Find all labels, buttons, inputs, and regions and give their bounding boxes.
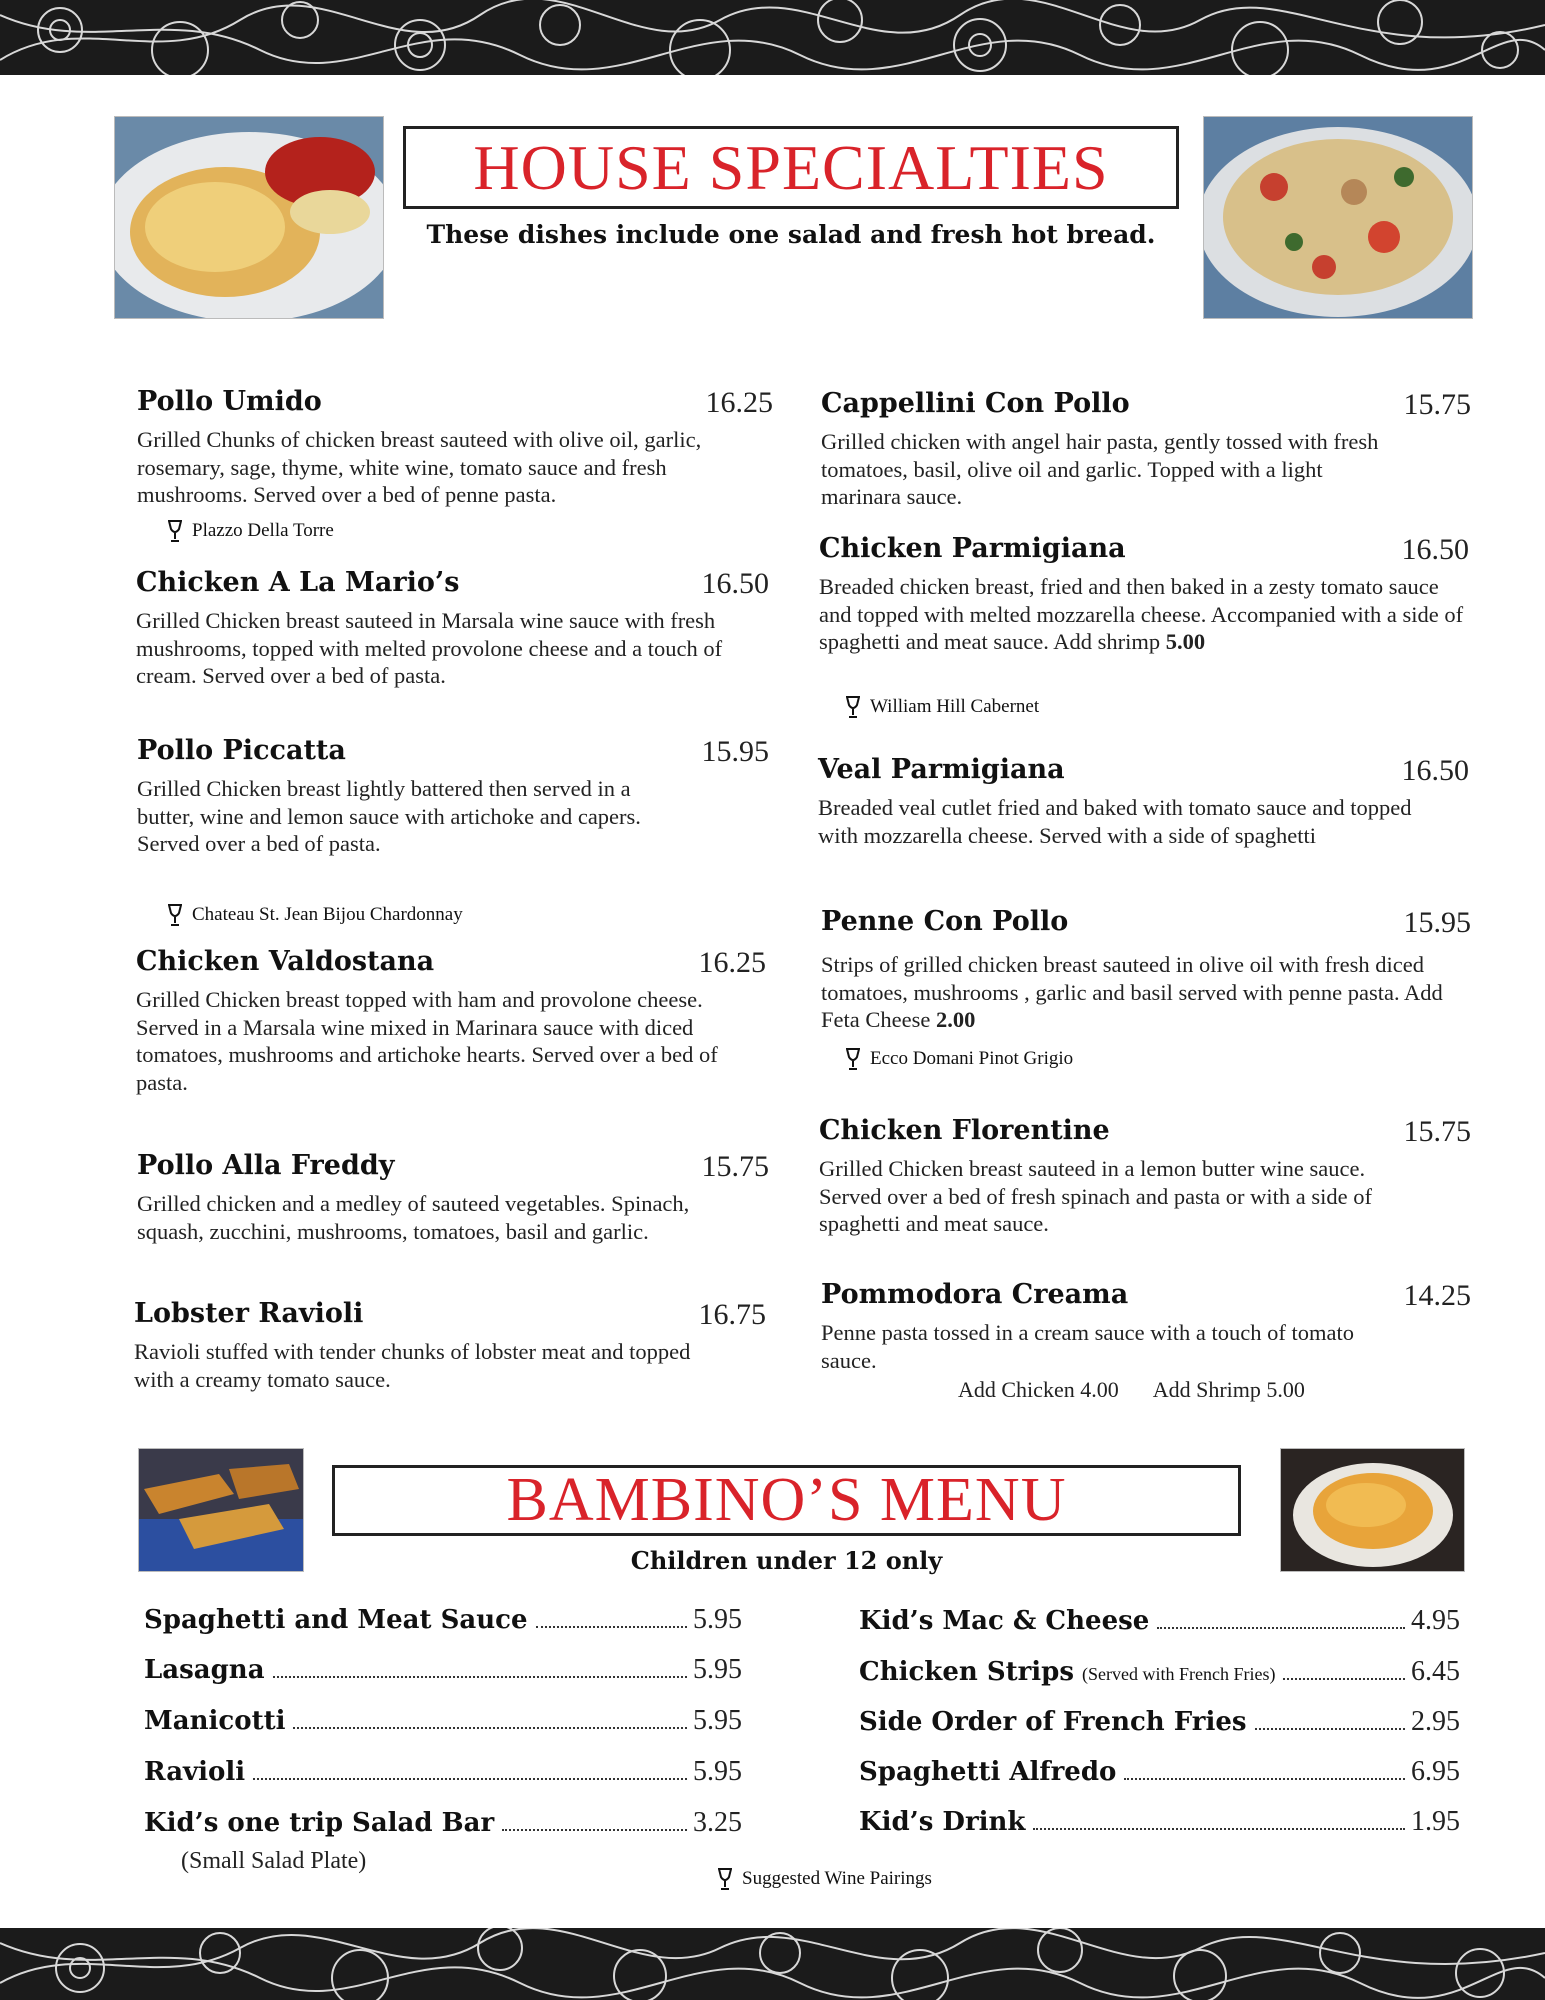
bambinos-menu-subtitle: Children under 12 only (630, 1546, 943, 1575)
wine-glass-icon (168, 904, 182, 926)
item-name: Penne Con Pollo (821, 906, 1069, 937)
chicken-parmigiana-photo (114, 116, 384, 319)
decorative-band-top (0, 0, 1545, 75)
item-addons (958, 1377, 1339, 1403)
wine-pairing: Chateau St. Jean Bijou Chardonnay (168, 904, 463, 926)
wine-pairing-legend: Suggested Wine Pairings (718, 1868, 932, 1890)
wine-pairing: Ecco Domani Pinot Grigio (846, 1048, 1073, 1070)
mac-and-cheese-photo (1280, 1448, 1465, 1572)
menu-item (137, 386, 773, 509)
item-price: 15.75 (701, 1150, 769, 1183)
menu-item (134, 1298, 766, 1393)
menu-item (136, 567, 769, 690)
decorative-band-bottom (0, 1928, 1545, 2000)
chicken-strips-photo (138, 1448, 304, 1572)
wine-glass-icon (846, 696, 860, 718)
kids-item: Manicotti 5.95 (144, 1705, 742, 1736)
item-description: Grilled chicken and a medley of sauteed vegetables. Spinach, squash, zucchini, mushrooms, tomatoes, basil and garlic. (137, 1191, 690, 1244)
item-price: 15.75 (1403, 1115, 1471, 1148)
menu-item (136, 946, 766, 1096)
item-price: 16.50 (1401, 533, 1469, 566)
item-price: 15.95 (701, 735, 769, 768)
kids-item: Chicken Strips (Served with French Fries) 6.45 (859, 1656, 1460, 1687)
item-description: Grilled Chicken breast sauteed in Marsala wine sauce with fresh mushrooms, topped with melted provolone cheese and a touch of cream. Served over a bed of pasta. (136, 608, 723, 688)
swirl-pattern-icon (0, 0, 1545, 75)
item-description: Grilled chicken with angel hair pasta, gently tossed with fresh tomatoes, basil, olive oil and garlic. Topped with a light marinara sauce. (821, 429, 1379, 509)
item-description: Grilled Chunks of chicken breast sauteed with olive oil, garlic, rosemary, sage, thyme, white wine, tomato sauce and fresh mushrooms. Served over a bed of penne pasta. (137, 427, 702, 507)
menu-item (821, 906, 1471, 1034)
menu-item (137, 735, 769, 858)
kids-item: Spaghetti and Meat Sauce 5.95 (144, 1604, 742, 1635)
kids-item: Kid’s Drink 1.95 (859, 1806, 1460, 1837)
item-name: Veal Parmigiana (818, 754, 1065, 785)
item-price: 15.75 (1403, 388, 1471, 421)
item-name: Chicken A La Mario’s (136, 567, 460, 598)
item-price: 16.25 (698, 946, 766, 979)
add-shrimp-price: 5.00 (1165, 629, 1206, 654)
item-name: Cappellini Con Pollo (821, 388, 1130, 419)
item-name: Pollo Piccatta (137, 735, 346, 766)
wine-glass-icon (168, 520, 182, 542)
item-price: 15.95 (1403, 906, 1471, 939)
kids-item: Side Order of French Fries 2.95 (859, 1706, 1460, 1737)
item-name: Chicken Parmigiana (819, 533, 1126, 564)
menu-item (819, 1115, 1471, 1238)
kids-item-subtext: (Small Salad Plate) (181, 1848, 367, 1874)
item-description: Grilled Chicken breast sauteed in a lemon butter wine sauce. Served over a bed of fresh spinach and pasta or with a side of spaghetti and meat sauce. (819, 1156, 1372, 1236)
house-specialties-subtitle: These dishes include one salad and fresh hot bread. (426, 220, 1156, 249)
wine-pairing: Plazzo Della Torre (168, 520, 334, 542)
wine-glass-icon (846, 1048, 860, 1070)
item-price: 16.50 (1401, 754, 1469, 787)
swirl-pattern-icon (0, 1928, 1545, 2000)
kids-item: Spaghetti Alfredo 6.95 (859, 1756, 1460, 1787)
menu-item (137, 1150, 769, 1245)
item-name: Pollo Umido (137, 386, 322, 417)
item-description: Breaded chicken breast, fried and then baked in a zesty tomato sauce and topped with melted mozzarella cheese. Accompanied with a side of spaghetti and meat sauce. Add shrimp 5.00 (819, 574, 1464, 654)
pasta-dish-photo (1203, 116, 1473, 319)
item-name: Chicken Florentine (819, 1115, 1110, 1146)
item-description: Breaded veal cutlet fried and baked with tomato sauce and topped with mozzarella cheese. Served with a side of spaghetti (818, 795, 1412, 848)
item-name: Pommodora Creama (821, 1279, 1129, 1310)
kids-item: Lasagna 5.95 (144, 1654, 742, 1685)
addon-shrimp: Add Shrimp 5.00 (1152, 1377, 1305, 1402)
item-price: 16.25 (705, 386, 773, 419)
item-name: Lobster Ravioli (134, 1298, 364, 1329)
wine-glass-icon (718, 1868, 732, 1890)
house-specialties-title-box (403, 126, 1179, 209)
menu-item (818, 754, 1469, 849)
addon-chicken: Add Chicken 4.00 (958, 1377, 1119, 1402)
menu-item (821, 1279, 1471, 1374)
item-price: 14.25 (1403, 1279, 1471, 1312)
bambinos-menu-title-box (332, 1465, 1241, 1536)
bambinos-menu-title: BAMBINO’S MENU (506, 1466, 1067, 1534)
kids-item: Ravioli 5.95 (144, 1756, 742, 1787)
wine-pairing: William Hill Cabernet (846, 696, 1039, 718)
menu-item (819, 533, 1469, 656)
menu-item (821, 388, 1471, 511)
house-specialties-title: HOUSE SPECIALTIES (473, 131, 1109, 203)
item-name: Pollo Alla Freddy (137, 1150, 395, 1181)
item-description: Grilled Chicken breast topped with ham and provolone cheese. Served in a Marsala wine mixed in Marinara sauce with diced tomatoes, mushrooms and artichoke hearts. Served over a bed of pasta. (136, 987, 718, 1095)
item-description: Strips of grilled chicken breast sauteed in olive oil with fresh diced tomatoes, mushrooms , garlic and basil served with penne pasta. Add Feta Cheese 2.00 (821, 952, 1443, 1032)
kids-item: Kid’s Mac & Cheese 4.95 (859, 1605, 1460, 1636)
item-description: Ravioli stuffed with tender chunks of lobster meat and topped with a creamy tomato sauce. (134, 1339, 691, 1392)
item-name: Chicken Valdostana (136, 946, 435, 977)
item-price: 16.75 (698, 1298, 766, 1331)
item-description: Grilled Chicken breast lightly battered then served in a butter, wine and lemon sauce with artichoke and capers. Served over a bed of pasta. (137, 776, 641, 856)
kids-item: Kid’s one trip Salad Bar 3.25 (144, 1807, 742, 1838)
item-price: 16.50 (701, 567, 769, 600)
item-description: Penne pasta tossed in a cream sauce with a touch of tomato sauce. (821, 1320, 1354, 1373)
add-feta-price: 2.00 (935, 1007, 976, 1032)
